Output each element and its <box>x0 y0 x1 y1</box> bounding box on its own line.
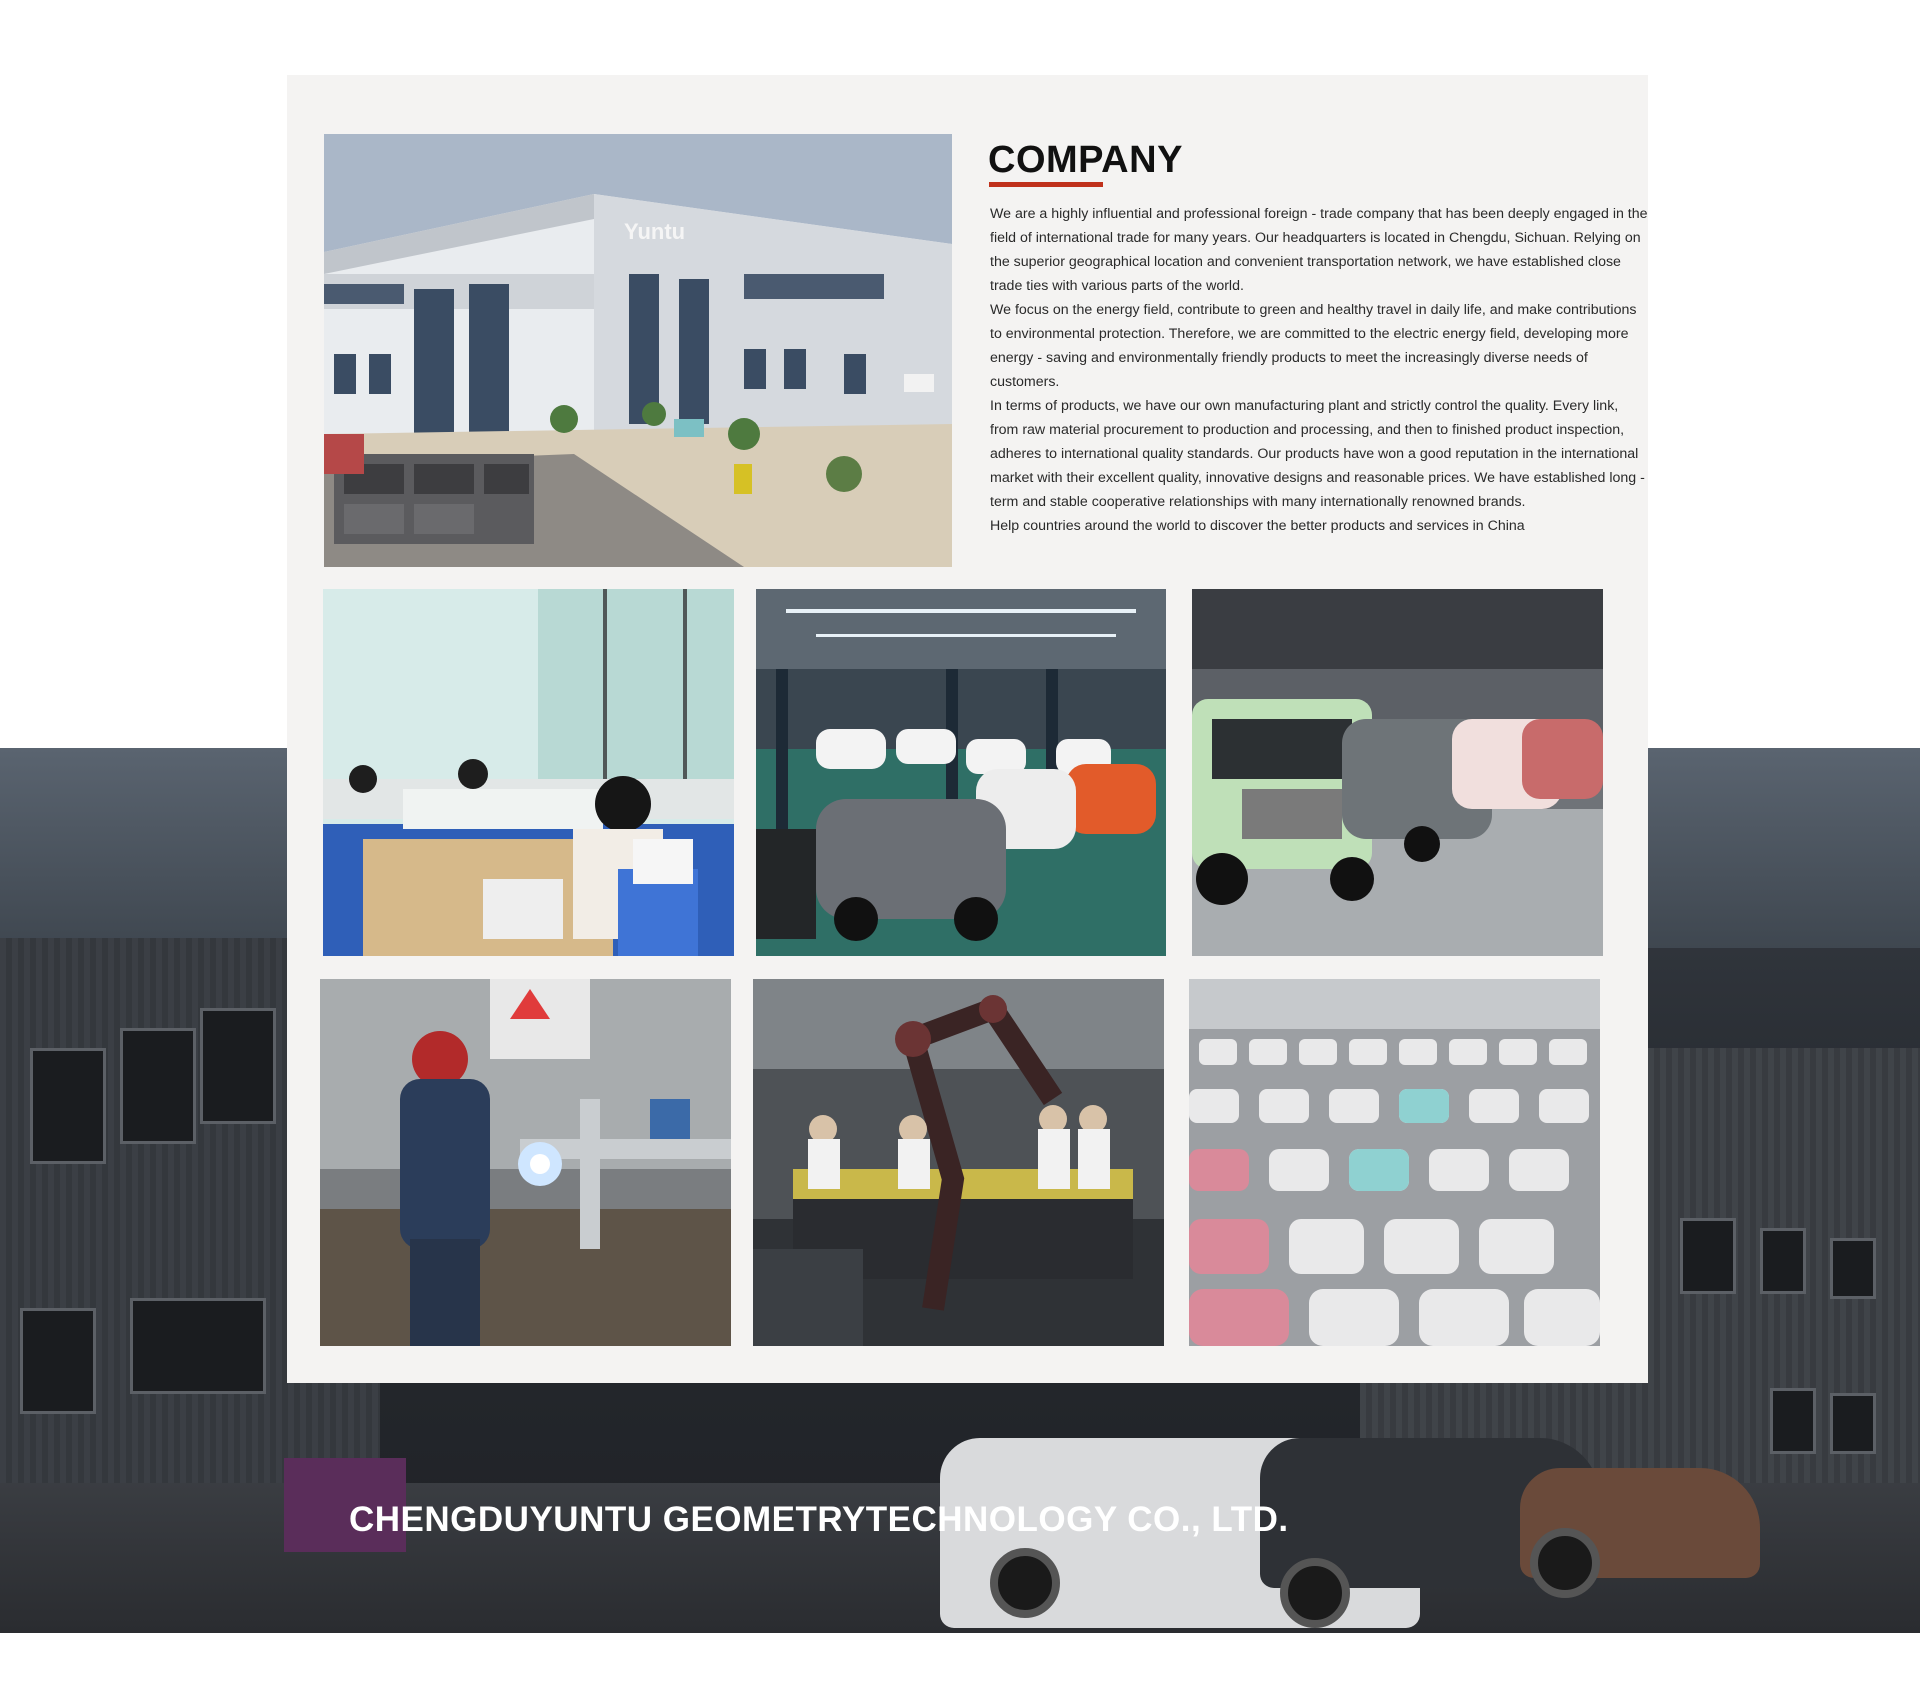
company-heading: COMPANY <box>988 139 1183 181</box>
heading-underline <box>989 182 1103 187</box>
company-card <box>287 75 1648 1383</box>
company-paragraph-4: Help countries around the world to discover the better products and services in China <box>990 518 1525 534</box>
robot-arm-photo <box>753 979 1164 1346</box>
factory-exterior-photo <box>324 134 952 567</box>
assembly-hall-photo <box>756 589 1166 956</box>
company-name: CHENGDUYUNTU GEOMETRYTECHNOLOGY CO., LTD. <box>349 1500 1289 1539</box>
welding-photo <box>320 979 731 1346</box>
company-description <box>990 202 1650 538</box>
office-photo <box>323 589 734 956</box>
company-paragraph-1: We are a highly influential and professional foreign - trade company that has been deeply engaged in the field of international trade for many years. Our headquarters is located in Chengdu, Sichuan. Relying on the superior geographical location and convenient transportation network, we have established close trade ties with various parts of the world. <box>990 206 1648 294</box>
company-paragraph-2: We focus on the energy field, contribute to green and healthy travel in daily life, and make contributions to environmental protection. Therefore, we are committed to the electric energy field, developing more energy - saving and environmentally friendly products to meet the increasingly diverse needs of customers. <box>990 302 1637 390</box>
showroom-photo <box>1192 589 1603 956</box>
company-paragraph-3: In terms of products, we have our own manufacturing plant and strictly control the quality. Every link, from raw material procurement to production and processing, and then to finished product inspection, adheres to international quality standards. Our products have won a good reputation in the international market with their excellent quality, innovative designs and reasonable prices. We have established long - term and stable cooperative relationships with many internationally renowned brands. <box>990 398 1645 510</box>
yuntu-sign-text: Yuntu <box>624 219 686 244</box>
warehouse-vehicles-photo <box>1189 979 1600 1346</box>
